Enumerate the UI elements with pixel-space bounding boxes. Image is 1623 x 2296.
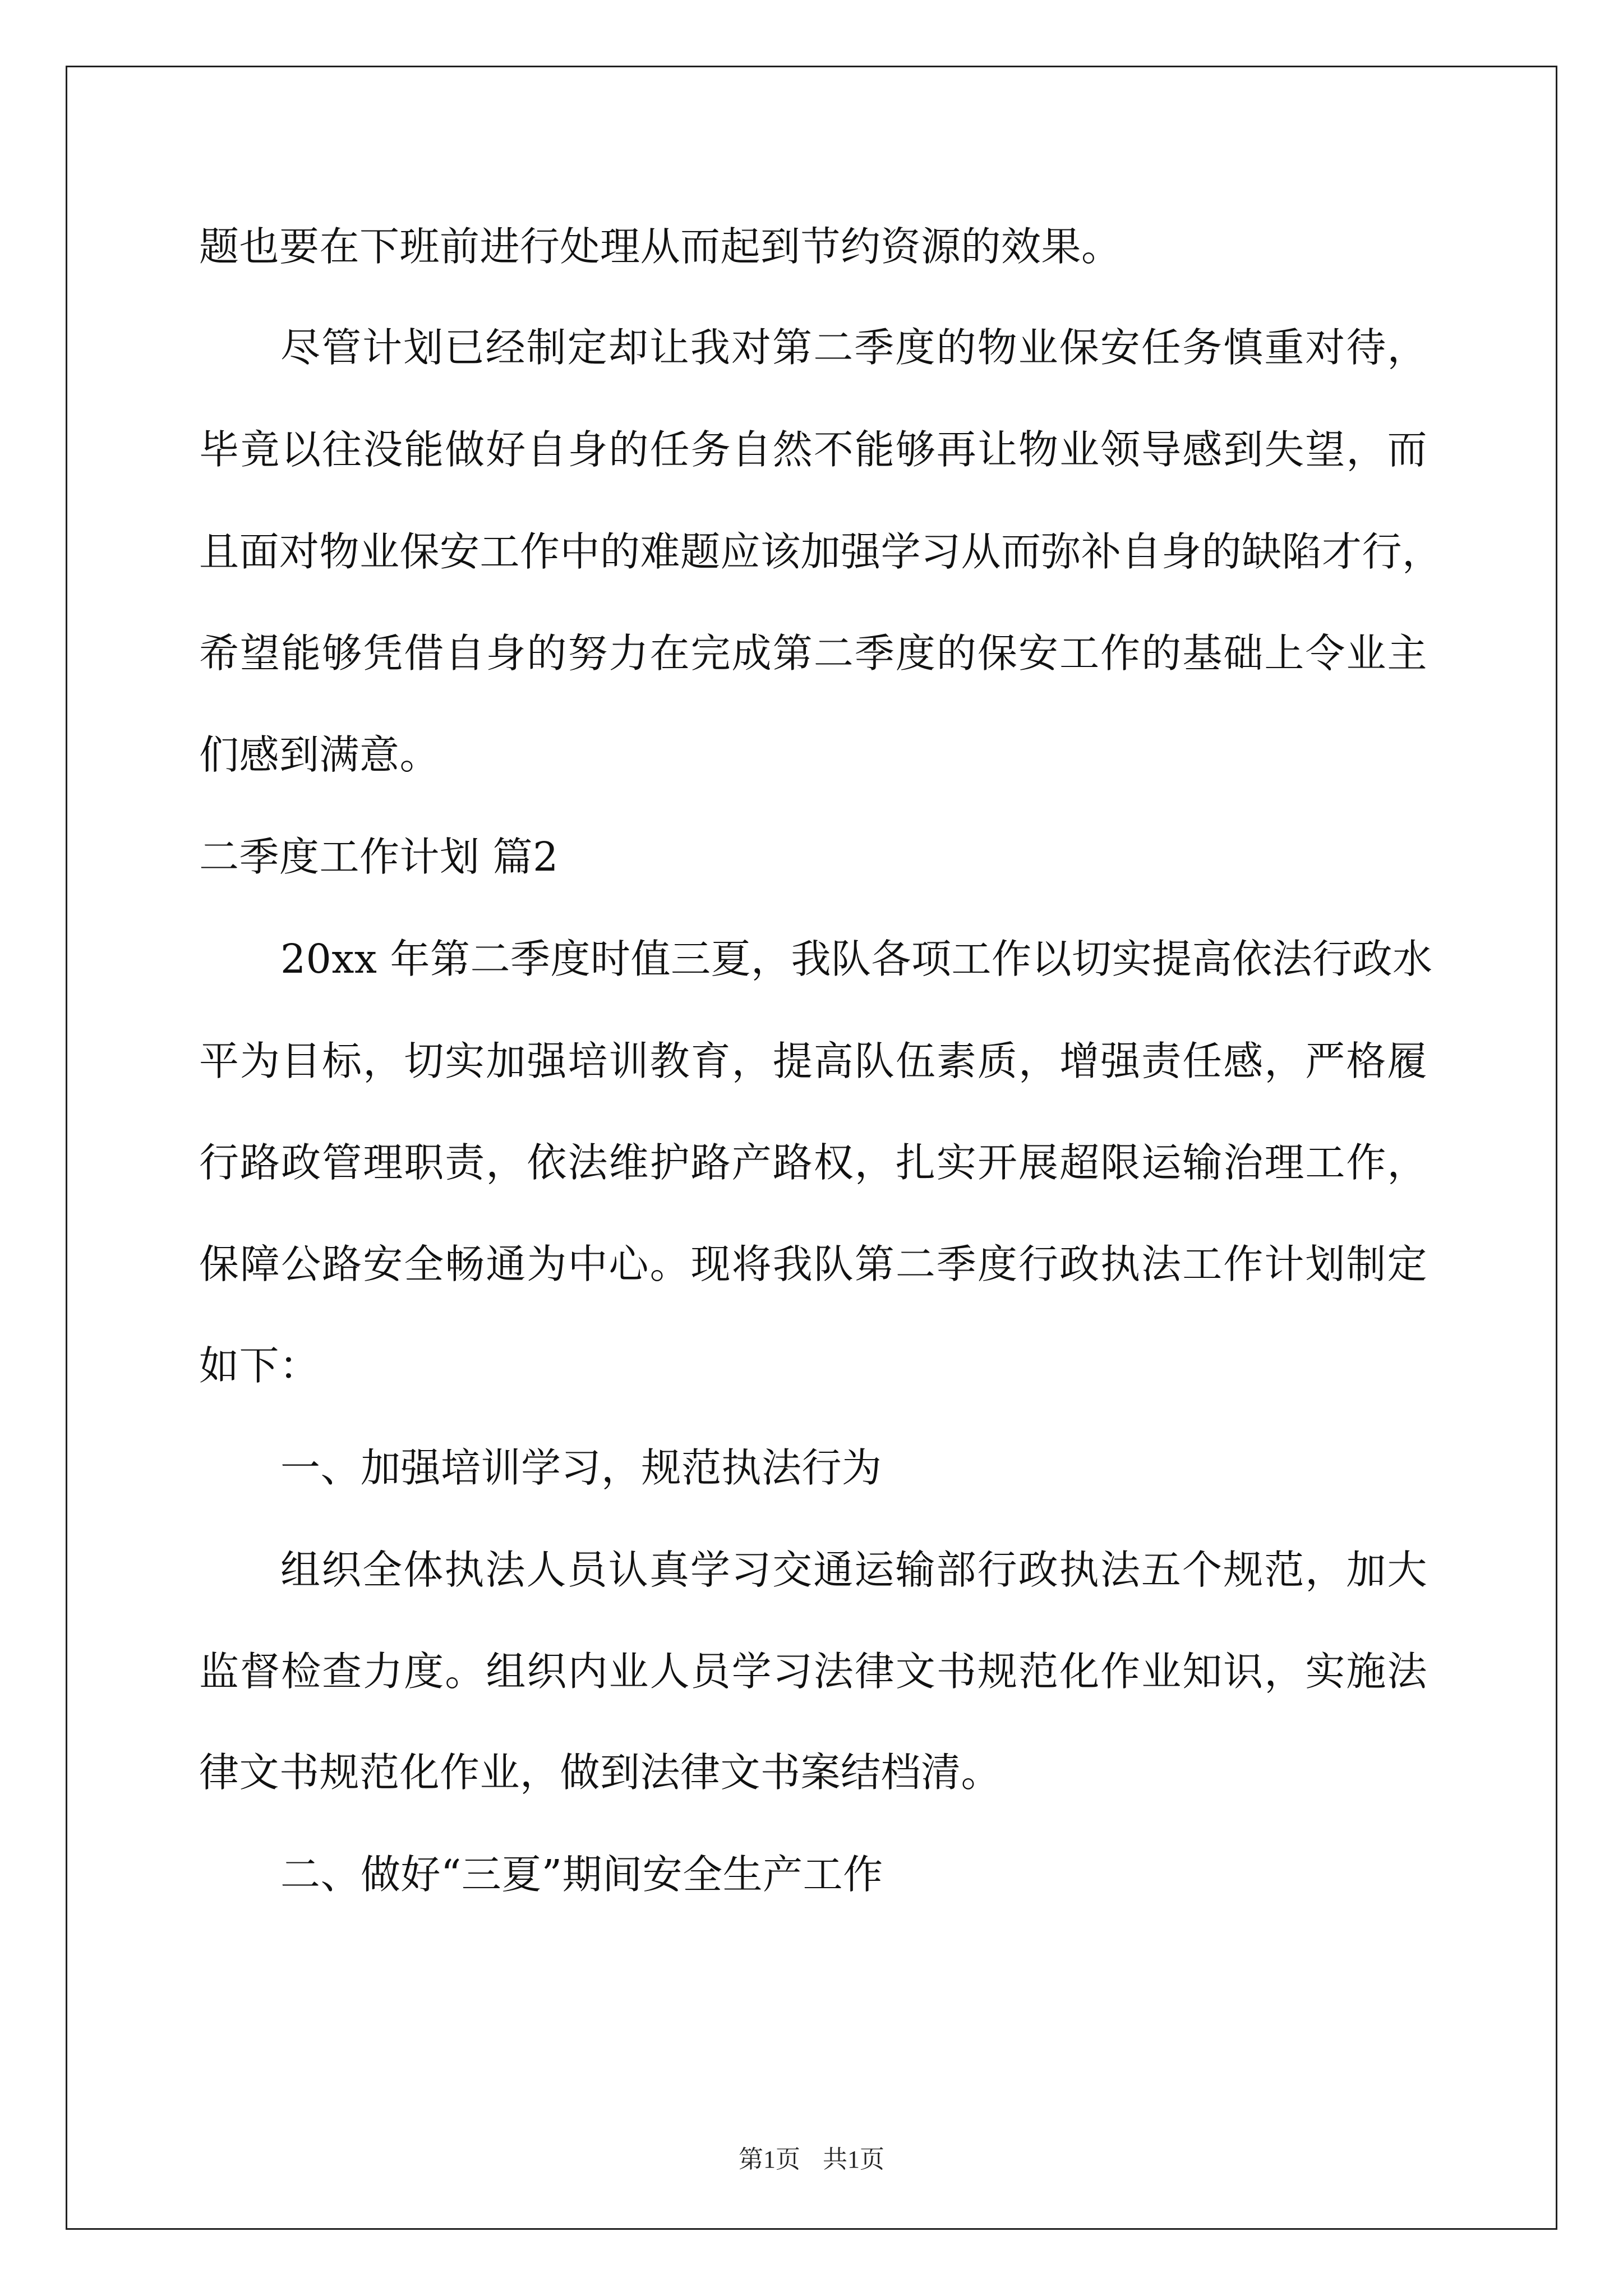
paragraph-line: 们感到满意。 — [199, 731, 440, 778]
subheading: 一、加强培训学习，规范执法行为 — [280, 1444, 882, 1491]
page-footer — [0, 2143, 1623, 2177]
section-heading: 二季度工作计划 篇2 — [199, 834, 559, 880]
subheading: 二、做好“三夏”期间安全生产工作 — [280, 1851, 883, 1898]
paragraph-line: 毕竟以往没能做好自身的任务自然不能够再让物业领导感到失望，而 — [199, 426, 1427, 473]
paragraph-line: 尽管计划已经制定却让我对第二季度的物业保安任务慎重对待， — [280, 324, 1427, 371]
paragraph-line: 希望能够凭借自身的努力在完成第二季度的保安工作的基础上令业主 — [199, 630, 1427, 677]
paragraph-line: 如下： — [199, 1342, 320, 1389]
paragraph-line: 监督检查力度。组织内业人员学习法律文书规范化作业知识，实施法 — [199, 1648, 1427, 1695]
paragraph-line: 律文书规范化作业，做到法律文书案结档清。 — [199, 1749, 1002, 1796]
paragraph-line: 题也要在下班前进行处理从而起到节约资源的效果。 — [199, 223, 1122, 270]
paragraph-line: 组织全体执法人员认真学习交通运输部行政执法五个规范，加大 — [280, 1547, 1427, 1593]
paragraph-line: 平为目标，切实加强培训教育，提高队伍素质，增强责任感，严格履 — [199, 1038, 1427, 1084]
paragraph-line: 20xx 年第二季度时值三夏，我队各项工作以切实提高依法行政水 — [280, 936, 1433, 982]
page-number: 第1页 — [739, 2146, 800, 2173]
paragraph-line: 保障公路安全畅通为中心。现将我队第二季度行政执法工作计划制定 — [199, 1241, 1427, 1287]
page-count: 共1页 — [823, 2146, 884, 2173]
paragraph-line: 且面对物业保安工作中的难题应该加强学习从而弥补自身的缺陷才行， — [199, 528, 1442, 575]
paragraph-line: 行路政管理职责，依法维护路产路权，扎实开展超限运输治理工作， — [199, 1139, 1427, 1186]
